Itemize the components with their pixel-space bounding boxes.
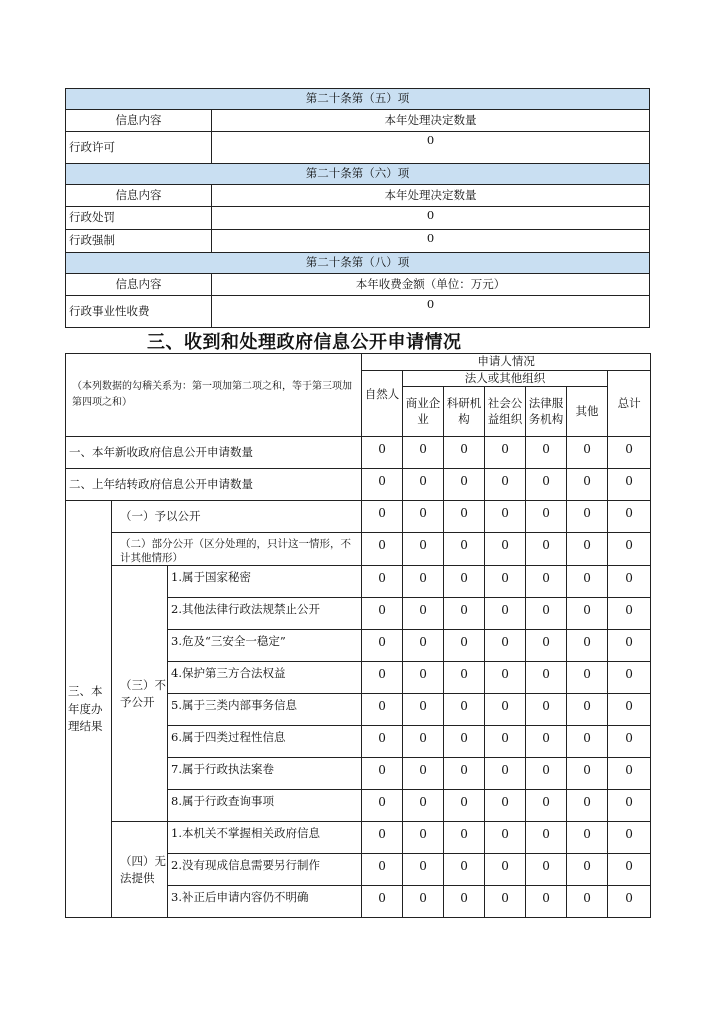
table-row (66, 469, 651, 501)
subgroup-label: （三）不予公开 (112, 566, 168, 822)
cell-value: 0 (567, 886, 608, 918)
cell-value: 0 (444, 694, 485, 726)
cell-value: 0 (608, 501, 651, 533)
cell-value: 0 (567, 437, 608, 469)
section-title: 第二十条第（六）项 (66, 164, 650, 185)
cell-value: 0 (362, 566, 403, 598)
cell-value: 0 (608, 694, 651, 726)
org-col-header: 其他 (567, 387, 608, 437)
table-row (66, 533, 651, 566)
cell-value: 0 (567, 630, 608, 662)
cell-value: 0 (526, 694, 567, 726)
cell-value: 0 (526, 469, 567, 501)
cell-value: 0 (608, 758, 651, 790)
row-label: 3.补正后申请内容仍不明确 (168, 886, 362, 918)
cell-value: 0 (526, 758, 567, 790)
row-value: 0 (212, 132, 650, 164)
cell-value: 0 (485, 790, 526, 822)
row-label: 二、上年结转政府信息公开申请数量 (66, 469, 362, 501)
cell-value: 0 (444, 758, 485, 790)
cell-value: 0 (362, 758, 403, 790)
header-info-content: 信息内容 (66, 110, 212, 132)
row-label: 8.属于行政查询事项 (168, 790, 362, 822)
subgroup-label: （四）无法提供 (112, 822, 168, 918)
cell-value: 0 (362, 598, 403, 630)
cell-value: 0 (362, 533, 403, 566)
cell-value: 0 (608, 822, 651, 854)
cell-value: 0 (526, 886, 567, 918)
table-note: （本列数据的勾稽关系为：第一项加第二项之和，等于第三项加第四项之和） (66, 354, 362, 437)
header-fee-amount: 本年收费金额（单位：万元） (212, 274, 650, 296)
legal-group-header: 法人或其他组织 (403, 370, 608, 387)
cell-value: 0 (567, 726, 608, 758)
group-label: 三、本年度办理结果 (66, 501, 112, 918)
cell-value: 0 (403, 822, 444, 854)
cell-value: 0 (444, 726, 485, 758)
cell-value: 0 (526, 501, 567, 533)
cell-value: 0 (403, 694, 444, 726)
cell-value: 0 (362, 501, 403, 533)
cell-value: 0 (403, 566, 444, 598)
cell-value: 0 (362, 694, 403, 726)
cell-value: 0 (526, 854, 567, 886)
row-label: （二）部分公开（区分处理的，只计这一情形，不计其他情形） (112, 533, 362, 566)
cell-value: 0 (608, 533, 651, 566)
cell-value: 0 (526, 726, 567, 758)
cell-value: 0 (403, 854, 444, 886)
cell-value: 0 (567, 790, 608, 822)
cell-value: 0 (444, 790, 485, 822)
row-label: 行政许可 (66, 132, 212, 164)
cell-value: 0 (403, 662, 444, 694)
section-title: 第二十条第（五）项 (66, 89, 650, 110)
cell-value: 0 (608, 630, 651, 662)
cell-value: 0 (567, 662, 608, 694)
cell-value: 0 (485, 469, 526, 501)
cell-value: 0 (567, 501, 608, 533)
cell-value: 0 (485, 501, 526, 533)
cell-value: 0 (444, 533, 485, 566)
cell-value: 0 (526, 437, 567, 469)
cell-value: 0 (403, 758, 444, 790)
org-col-header: 科研机构 (444, 387, 485, 437)
row-label: 1.属于国家秘密 (168, 566, 362, 598)
row-label: 3.危及“三安全一稳定” (168, 630, 362, 662)
cell-value: 0 (567, 758, 608, 790)
cell-value: 0 (444, 469, 485, 501)
cell-value: 0 (362, 822, 403, 854)
cell-value: 0 (485, 630, 526, 662)
cell-value: 0 (444, 886, 485, 918)
cell-value: 0 (403, 630, 444, 662)
cell-value: 0 (362, 854, 403, 886)
row-label: 7.属于行政执法案卷 (168, 758, 362, 790)
cell-value: 0 (608, 662, 651, 694)
cell-value: 0 (526, 533, 567, 566)
section-heading: 三、收到和处理政府信息公开申请情况 (147, 332, 462, 353)
row-value: 0 (212, 230, 650, 253)
cell-value: 0 (526, 822, 567, 854)
row-label: 行政处罚 (66, 207, 212, 230)
cell-value: 0 (444, 822, 485, 854)
section-title: 第二十条第（八）项 (66, 253, 650, 274)
org-col-header: 商业企业 (403, 387, 444, 437)
cell-value: 0 (608, 886, 651, 918)
row-value: 0 (212, 207, 650, 230)
cell-value: 0 (485, 854, 526, 886)
row-value: 0 (212, 296, 650, 328)
cell-value: 0 (485, 694, 526, 726)
cell-value: 0 (567, 854, 608, 886)
row-label: 1.本机关不掌握相关政府信息 (168, 822, 362, 854)
cell-value: 0 (403, 469, 444, 501)
row-label: 6.属于四类过程性信息 (168, 726, 362, 758)
table-row (66, 822, 651, 854)
row-label: 2.其他法律行政法规禁止公开 (168, 598, 362, 630)
disclosure-summary-table (65, 88, 650, 328)
cell-value: 0 (444, 630, 485, 662)
cell-value: 0 (444, 598, 485, 630)
table-row (66, 501, 651, 533)
org-col-header: 社会公益组织 (485, 387, 526, 437)
cell-value: 0 (403, 501, 444, 533)
cell-value: 0 (526, 566, 567, 598)
cell-value: 0 (362, 437, 403, 469)
cell-value: 0 (608, 726, 651, 758)
cell-value: 0 (403, 437, 444, 469)
cell-value: 0 (403, 598, 444, 630)
cell-value: 0 (444, 566, 485, 598)
cell-value: 0 (362, 662, 403, 694)
row-label: 4.保护第三方合法权益 (168, 662, 362, 694)
table-row (66, 566, 651, 598)
cell-value: 0 (403, 886, 444, 918)
cell-value: 0 (362, 630, 403, 662)
header-info-content: 信息内容 (66, 274, 212, 296)
cell-value: 0 (485, 822, 526, 854)
table-row (66, 437, 651, 469)
header-count: 本年处理决定数量 (212, 110, 650, 132)
cell-value: 0 (526, 662, 567, 694)
cell-value: 0 (485, 533, 526, 566)
cell-value: 0 (485, 886, 526, 918)
cell-value: 0 (608, 854, 651, 886)
cell-value: 0 (567, 533, 608, 566)
header-count: 本年处理决定数量 (212, 185, 650, 207)
cell-value: 0 (403, 726, 444, 758)
cell-value: 0 (485, 598, 526, 630)
row-label: 2.没有现成信息需要另行制作 (168, 854, 362, 886)
cell-value: 0 (567, 694, 608, 726)
cell-value: 0 (567, 566, 608, 598)
cell-value: 0 (608, 790, 651, 822)
applicant-header: 申请人情况 (362, 354, 651, 371)
cell-value: 0 (526, 598, 567, 630)
cell-value: 0 (444, 854, 485, 886)
row-label: 5.属于三类内部事务信息 (168, 694, 362, 726)
cell-value: 0 (608, 566, 651, 598)
row-label: （一）予以公开 (112, 501, 362, 533)
cell-value: 0 (403, 790, 444, 822)
cell-value: 0 (362, 886, 403, 918)
cell-value: 0 (485, 726, 526, 758)
cell-value: 0 (403, 533, 444, 566)
org-col-header: 法律服务机构 (526, 387, 567, 437)
cell-value: 0 (362, 469, 403, 501)
row-label: 一、本年新收政府信息公开申请数量 (66, 437, 362, 469)
cell-value: 0 (444, 437, 485, 469)
cell-value: 0 (567, 469, 608, 501)
cell-value: 0 (485, 437, 526, 469)
cell-value: 0 (444, 662, 485, 694)
cell-value: 0 (362, 790, 403, 822)
application-table (65, 353, 651, 918)
cell-value: 0 (608, 598, 651, 630)
cell-value: 0 (567, 598, 608, 630)
cell-value: 0 (567, 822, 608, 854)
cell-value: 0 (444, 501, 485, 533)
cell-value: 0 (526, 790, 567, 822)
cell-value: 0 (485, 566, 526, 598)
cell-value: 0 (485, 662, 526, 694)
header-info-content: 信息内容 (66, 185, 212, 207)
row-label: 行政事业性收费 (66, 296, 212, 328)
cell-value: 0 (485, 758, 526, 790)
natural-person-header: 自然人 (362, 370, 403, 437)
total-header: 总计 (608, 370, 651, 437)
cell-value: 0 (608, 469, 651, 501)
cell-value: 0 (608, 437, 651, 469)
row-label: 行政强制 (66, 230, 212, 253)
cell-value: 0 (362, 726, 403, 758)
cell-value: 0 (526, 630, 567, 662)
